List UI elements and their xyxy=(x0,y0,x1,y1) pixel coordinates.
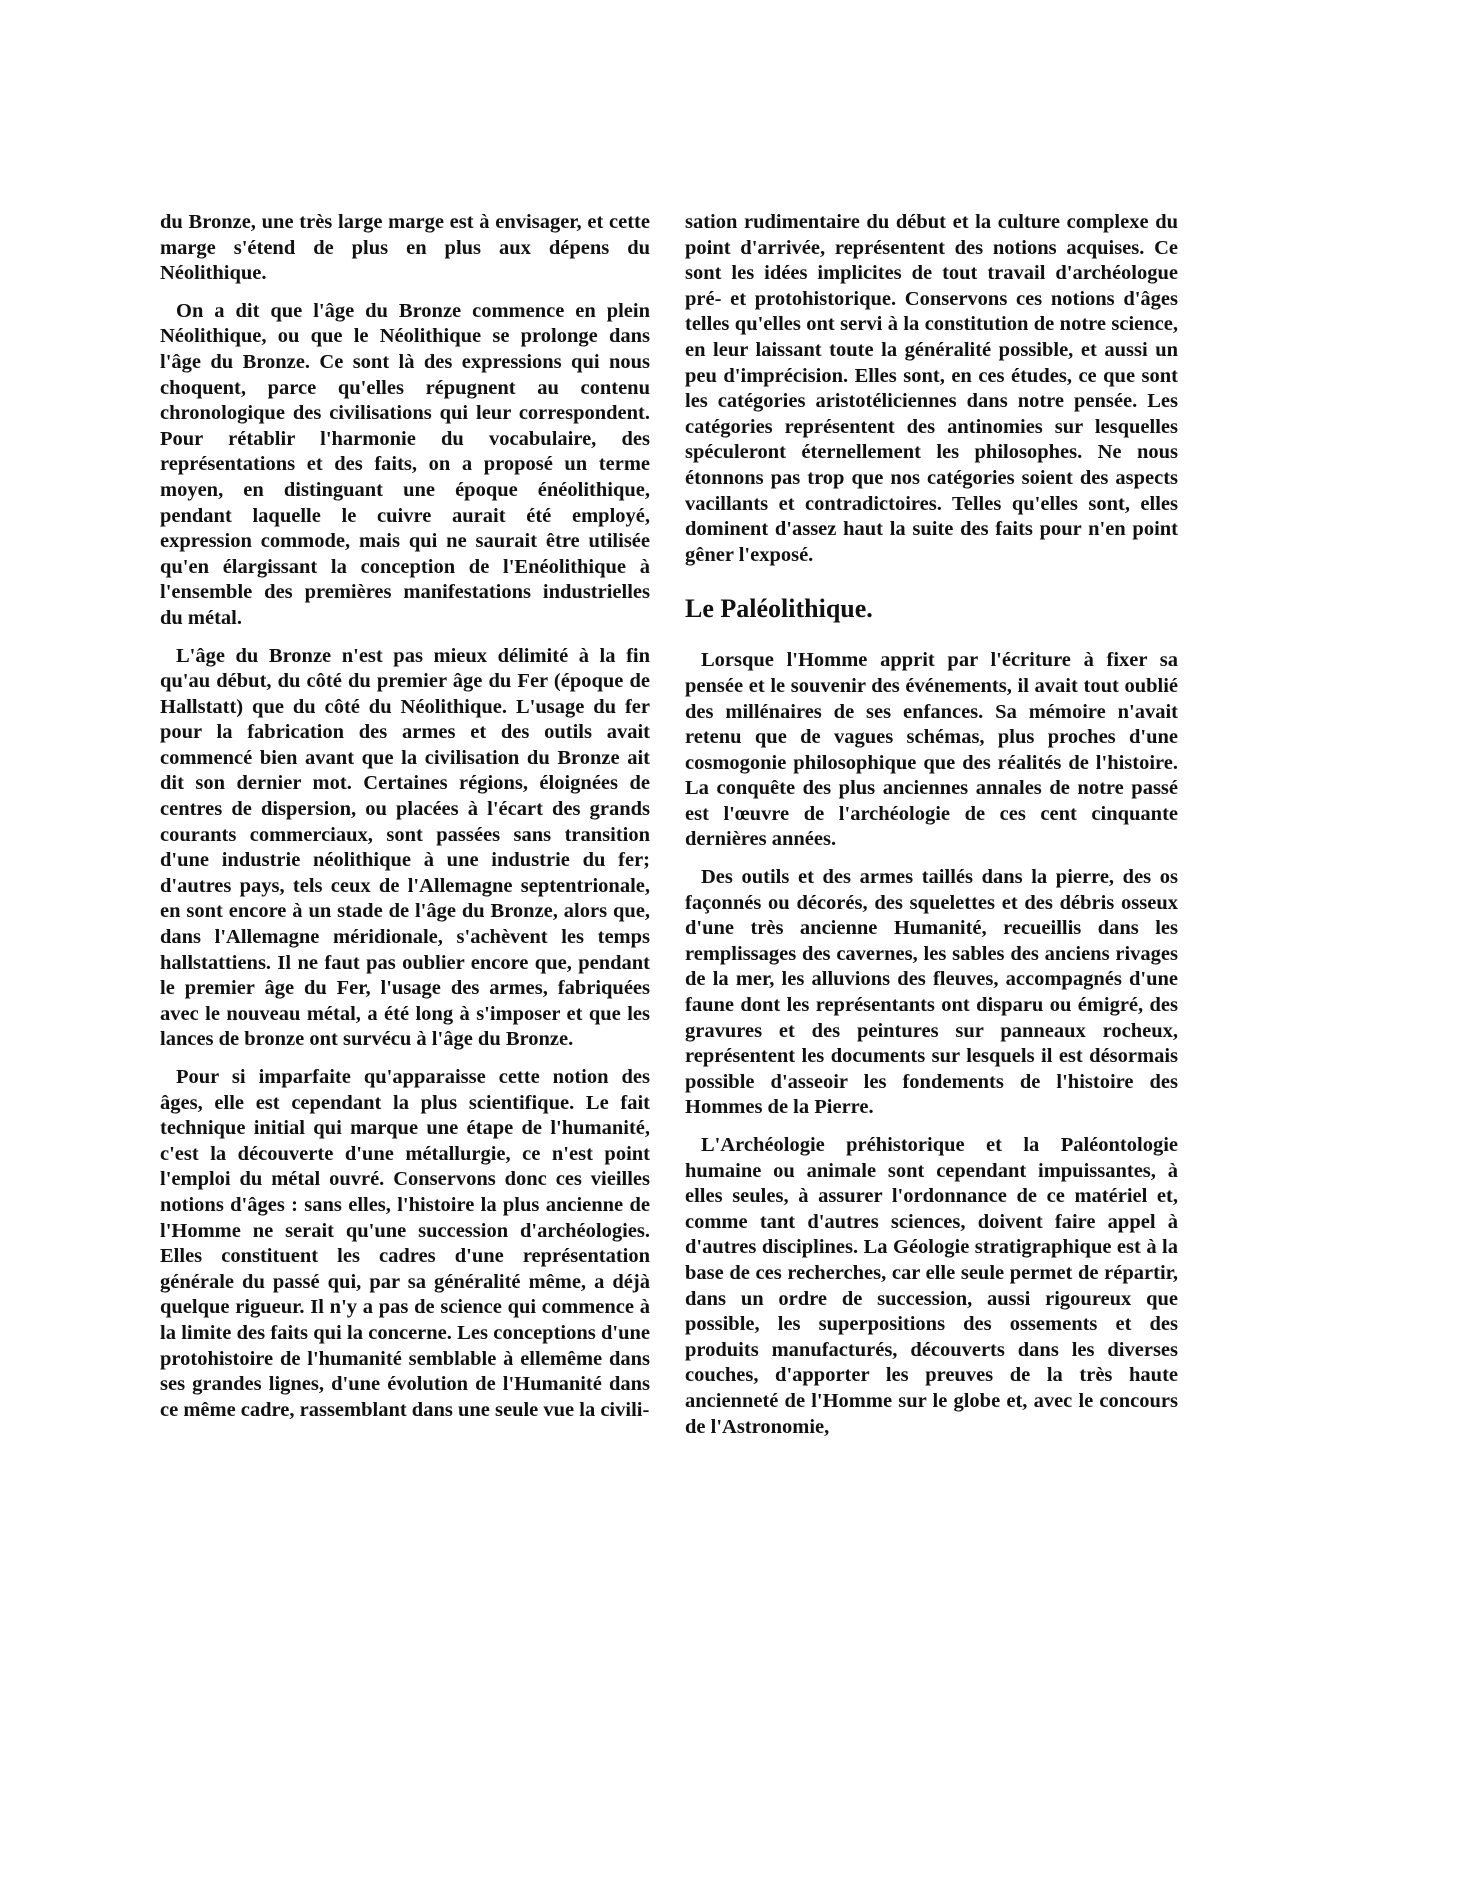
paragraph: sation rudimentaire du début et la culture complexe du point d'arrivée, représentent des notions acquises. Ce sont les idées implicites de tout travail d'archéologue pré- et protohistorique. Conservons ces notions d'âges telles qu'elles ont servi à la constitution de notre science, en leur laissant toute la généralité possible, et aussi un peu d'imprécision. Elles sont, en ces études, ce que sont les catégories aristotéliciennes dans notre pensée. Les catégories représentent des antinomies sur lesquelles spéculeront éternellement les philosophes. Ne nous étonnons pas trop que nos catégories soient des aspects vacillants et contradictoires. Telles qu'elles sont, elles dominent d'assez haut la suite des faits pour n'en point gêner l'exposé. xyxy=(685,211,1178,566)
paragraph: Des outils et des armes taillés dans la pierre, des os façonnés ou décorés, des squelettes et des débris osseux d'une très ancienne Humanité, recueillis dans les remplissages des cavernes, les sables des anciens rivages de la mer, les alluvions des fleuves, accompagnés d'une faune dont les représentants ont disparu ou émigré, des gravures et des peintures sur panneaux rocheux, représentent les documents sur lesquels il est désormais possible d'asseoir les fondements de l'histoire des Hommes de la Pierre. xyxy=(685,866,1178,1119)
paragraph: du Bronze, une très large marge est à envisager, et cette marge s'étend de plus en plus aux dépens du Néolithique. xyxy=(160,211,650,285)
paragraph: L'Archéologie préhistorique et la Paléontologie humaine ou animale sont cependant impuissantes, à elles seules, à assurer l'ordonnance de ce matériel et, comme tant d'autres sciences, doivent faire appel à d'autres disciplines. La Géologie stratigraphique est à la base de ces recherches, car elle seule permet de répartir, dans un ordre de succession, aussi rigoureux que possible, les superpositions des ossements et des produits manufacturés, découverts dans les diverses couches, d'apporter les preuves de la très haute ancienneté de l'Homme sur le globe et, avec le concours de l'Astronomie, xyxy=(685,1134,1178,1438)
paragraph: Pour si imparfaite qu'apparaisse cette notion des âges, elle est cependant la plus scientifique. Le fait technique initial qui marque une étape de l'humanité, c'est la découverte d'une métallurgie, ce n'est point l'emploi du métal ouvré. Conservons donc ces vieilles notions d'âges : sans elles, l'histoire la plus ancienne de l'Homme ne serait qu'une succession d'archéologies. Elles constituent les cadres d'une représentation générale du passé qui, par sa généralité même, a déjà quelque rigueur. Il n'y a pas de science qui commence à la limite des faits qui la concerne. Les conceptions d'une protohistoire de l'humanité semblable à ellemême dans ses grandes lignes, d'une évolution de l'Humanité dans ce même cadre, rassemblant dans une seule vue la civili- xyxy=(160,1066,650,1421)
paragraph: Lorsque l'Homme apprit par l'écriture à fixer sa pensée et le souvenir des événements, il avait tout oublié des millénaires de ses enfances. Sa mémoire n'avait retenu que de vagues schémas, plus proches d'une cosmogonie philosophique que des réalités de l'histoire. La conquête des plus anciennes annales de notre passé est l'œuvre de l'archéologie de ces cent cinquante dernières années. xyxy=(685,649,1178,851)
right-column xyxy=(685,210,1178,1440)
section-heading: Le Paléolithique. xyxy=(685,594,873,624)
paragraph: L'âge du Bronze n'est pas mieux délimité à la fin qu'au début, du côté du premier âge du Fer (époque de Hallstatt) que du côté du Néolithique. L'usage du fer pour la fabrication des armes et des outils avait commencé bien avant que la civilisation du Bronze ait dit son dernier mot. Certaines régions, éloignées de centres de dispersion, ou placées à l'écart des grands courants commerciaux, sont passées sans transition d'une industrie néolithique à une industrie du fer; d'autres pays, tels ceux de l'Allemagne septentrionale, en sont encore à un stade de l'âge du Bronze, alors que, dans l'Allemagne méridionale, s'achèvent les temps hallstattiens. Il ne faut pas oublier encore que, pendant le premier âge du Fer, l'usage des armes, fabriquées avec le nouveau métal, a été long à s'imposer et que les lances de bronze ont survécu à l'âge du Bronze. xyxy=(160,644,650,1051)
paragraph: On a dit que l'âge du Bronze commence en plein Néolithique, ou que le Néolithique se prolonge dans l'âge du Bronze. Ce sont là des expressions qui nous choquent, parce qu'elles répugnent au contenu chronologique des civilisations qui leur correspondent. Pour rétablir l'harmonie du vocabulaire, des représentations et des faits, on a proposé un terme moyen, en distinguant une époque énéolithique, pendant laquelle le cuivre aurait été employé, expression commode, mais qui ne saurait être utilisée qu'en élargissant la conception de l'Enéolithique à l'ensemble des premières manifestations industrielles du métal. xyxy=(160,299,650,629)
left-column xyxy=(160,210,650,1423)
